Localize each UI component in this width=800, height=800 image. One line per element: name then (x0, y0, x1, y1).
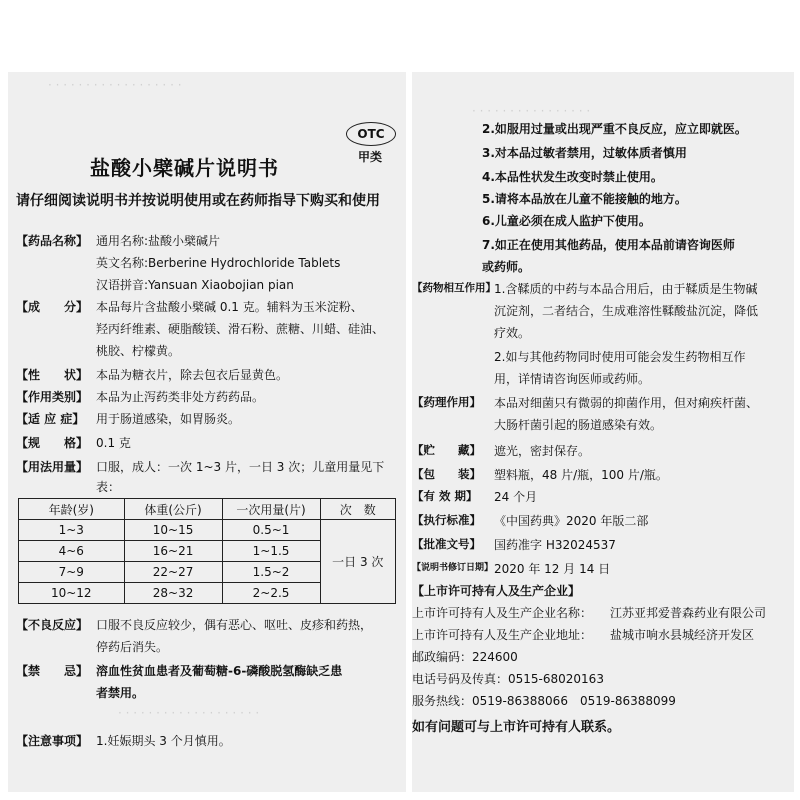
spec-text: 0.1 克 (96, 436, 131, 450)
adverse-label: 【不良反应】 (16, 618, 89, 632)
cell-age: 7~9 (19, 562, 125, 583)
precaution-item-2: 2.如服用过量或出现严重不良反应，应立即就医。 (482, 122, 747, 136)
phone-fax-text: 电话号码及传真：0515-68020163 (412, 672, 604, 686)
properties-text: 本品为糖衣片，除去包衣后显黄色。 (96, 368, 289, 382)
interaction-2-line-2: 用，详情请咨询医师或药师。 (494, 372, 651, 386)
header-dose: 一次用量(片) (222, 499, 320, 520)
table-header-row (19, 499, 396, 520)
usage-warning: 请仔细阅读说明书并按说明使用或在药师指导下购买和使用 (16, 193, 380, 209)
drug-name-label: 【药品名称】 (16, 234, 89, 248)
validity-text: 24 个月 (494, 490, 538, 504)
approval-label: 【批准文号】 (412, 537, 481, 551)
package-label: 【包 装】 (412, 467, 481, 481)
otc-badge: OTC (346, 122, 396, 146)
contraindication-line-2: 者禁用。 (96, 686, 145, 700)
contraindication-label: 【禁 忌】 (16, 664, 89, 678)
category-text: 本品为止泻药类非处方药药品。 (96, 390, 265, 404)
drug-english-name: 英文名称:Berberine Hydrochloride Tablets (96, 256, 341, 270)
holder-address-value: 盐城市响水县城经济开发区 (610, 628, 755, 642)
standard-label: 【执行标准】 (412, 513, 481, 527)
interaction-1-line-2: 沉淀剂，二者结合，生成难溶性鞣酸盐沉淀，降低 (494, 304, 759, 318)
cell-dose: 1.5~2 (222, 562, 320, 583)
adverse-line-1: 口服不良反应较少，偶有恶心、呕吐、皮疹和药热， (96, 618, 373, 632)
precaution-item-1: 1.妊娠期头 3 个月慎用。 (96, 734, 231, 748)
ingredients-line-1: 本品每片含盐酸小檗碱 0.1 克。辅料为玉米淀粉、 (96, 300, 363, 314)
drug-common-name: 通用名称:盐酸小檗碱片 (96, 234, 221, 248)
indication-label: 【适 应 症】 (16, 412, 85, 426)
drug-pinyin-name: 汉语拼音:Yansuan Xiaobojian pian (96, 278, 294, 292)
spec-label: 【规 格】 (16, 436, 89, 450)
precaution-item-5: 5.请将本品放在儿童不能接触的地方。 (482, 192, 687, 206)
validity-label: 【有 效 期】 (412, 489, 478, 503)
storage-label: 【贮 藏】 (412, 443, 481, 457)
contraindication-line-1: 溶血性贫血患者及葡萄糖-6-磷酸脱氢酶缺乏患 (96, 664, 343, 678)
holder-label: 【上市许可持有人及生产企业】 (412, 584, 581, 598)
cell-dose: 2~2.5 (222, 583, 320, 604)
pharmacology-line-2: 大肠杆菌引起的肠道感染有效。 (494, 418, 663, 432)
otc-category: 甲类 (358, 150, 383, 164)
cell-age: 4~6 (19, 541, 125, 562)
precaution-item-6: 6.儿童必须在成人监护下使用。 (482, 214, 651, 228)
usage-line-2: 表： (96, 480, 121, 494)
document-title: 盐酸小檗碱片说明书 (90, 156, 279, 180)
header-frequency: 次 数 (320, 499, 395, 520)
postcode-text: 邮政编码：224600 (412, 650, 518, 664)
interaction-1-line-1: 1.含鞣质的中药与本品合用后，由于鞣质是生物碱 (494, 282, 758, 296)
service-hotline-text: 服务热线：0519-86388066 0519-86388099 (412, 694, 676, 708)
precaution-item-7-line-2: 或药师。 (482, 260, 531, 274)
bleed-through-text: · · · · · · · · · · · · · · · · · · (48, 78, 182, 92)
dosage-table (18, 498, 396, 604)
cell-weight: 16~21 (124, 541, 222, 562)
cell-weight: 10~15 (124, 520, 222, 541)
cell-dose: 0.5~1 (222, 520, 320, 541)
package-text: 塑料瓶，48 片/瓶，100 片/瓶。 (494, 468, 668, 482)
ingredients-label: 【成 分】 (16, 300, 89, 314)
pharmacology-line-1: 本品对细菌只有微弱的抑菌作用，但对痢疾杆菌、 (494, 396, 759, 410)
right-page (412, 72, 794, 792)
precaution-item-7-line-1: 7.如正在使用其他药品，使用本品前请咨询医师 (482, 238, 735, 252)
standard-text: 《中国药典》2020 年版二部 (494, 514, 649, 528)
ingredients-line-3: 桃胶、柠檬黄。 (96, 344, 181, 358)
cell-weight: 22~27 (124, 562, 222, 583)
interaction-2-line-1: 2.如与其他药物同时使用可能会发生药物相互作 (494, 350, 746, 364)
indication-text: 用于肠道感染，如胃肠炎。 (96, 412, 241, 426)
bleed-through-text: · · · · · · · · · · · · · · · · · · · (118, 706, 260, 720)
table-row (19, 520, 396, 541)
bleed-through-text: · · · · · · · · · · · · · · · · (472, 104, 591, 118)
revision-text: 2020 年 12 月 14 日 (494, 562, 611, 576)
interaction-1-line-3: 疗效。 (494, 326, 531, 340)
precaution-item-4: 4.本品性状发生改变时禁止使用。 (482, 170, 663, 184)
storage-text: 遮光，密封保存。 (494, 444, 591, 458)
category-label: 【作用类别】 (16, 390, 89, 404)
usage-line-1: 口服，成人：一次 1~3 片，一日 3 次；儿童用量见下 (96, 460, 385, 474)
left-page (8, 72, 406, 792)
holder-name-label: 上市许可持有人及生产企业名称： (412, 606, 593, 620)
approval-text: 国药准字 H32024537 (494, 538, 616, 552)
holder-name-value: 江苏亚邦爱普森药业有限公司 (610, 606, 767, 620)
ingredients-line-2: 羟丙纤维素、硬脂酸镁、滑石粉、蔗糖、川蜡、硅油、 (96, 322, 385, 336)
cell-age: 10~12 (19, 583, 125, 604)
usage-label: 【用法用量】 (16, 460, 89, 474)
header-weight: 体重(公斤) (124, 499, 222, 520)
cell-dose: 1~1.5 (222, 541, 320, 562)
contact-notice: 如有问题可与上市许可持有人联系。 (412, 720, 621, 735)
pharmacology-label: 【药理作用】 (412, 395, 481, 409)
precautions-label: 【注意事项】 (16, 734, 89, 748)
cell-age: 1~3 (19, 520, 125, 541)
header-age: 年龄(岁) (19, 499, 125, 520)
cell-weight: 28~32 (124, 583, 222, 604)
adverse-line-2: 停药后消失。 (96, 640, 169, 654)
holder-address-label: 上市许可持有人及生产企业地址： (412, 628, 593, 642)
cell-frequency: 一日 3 次 (320, 520, 395, 604)
properties-label: 【性 状】 (16, 368, 89, 382)
revision-label: 【说明书修订日期】 (412, 563, 494, 573)
precaution-item-3: 3.对本品过敏者禁用，过敏体质者慎用 (482, 146, 687, 160)
interaction-label: 【药物相互作用】 (412, 282, 496, 294)
